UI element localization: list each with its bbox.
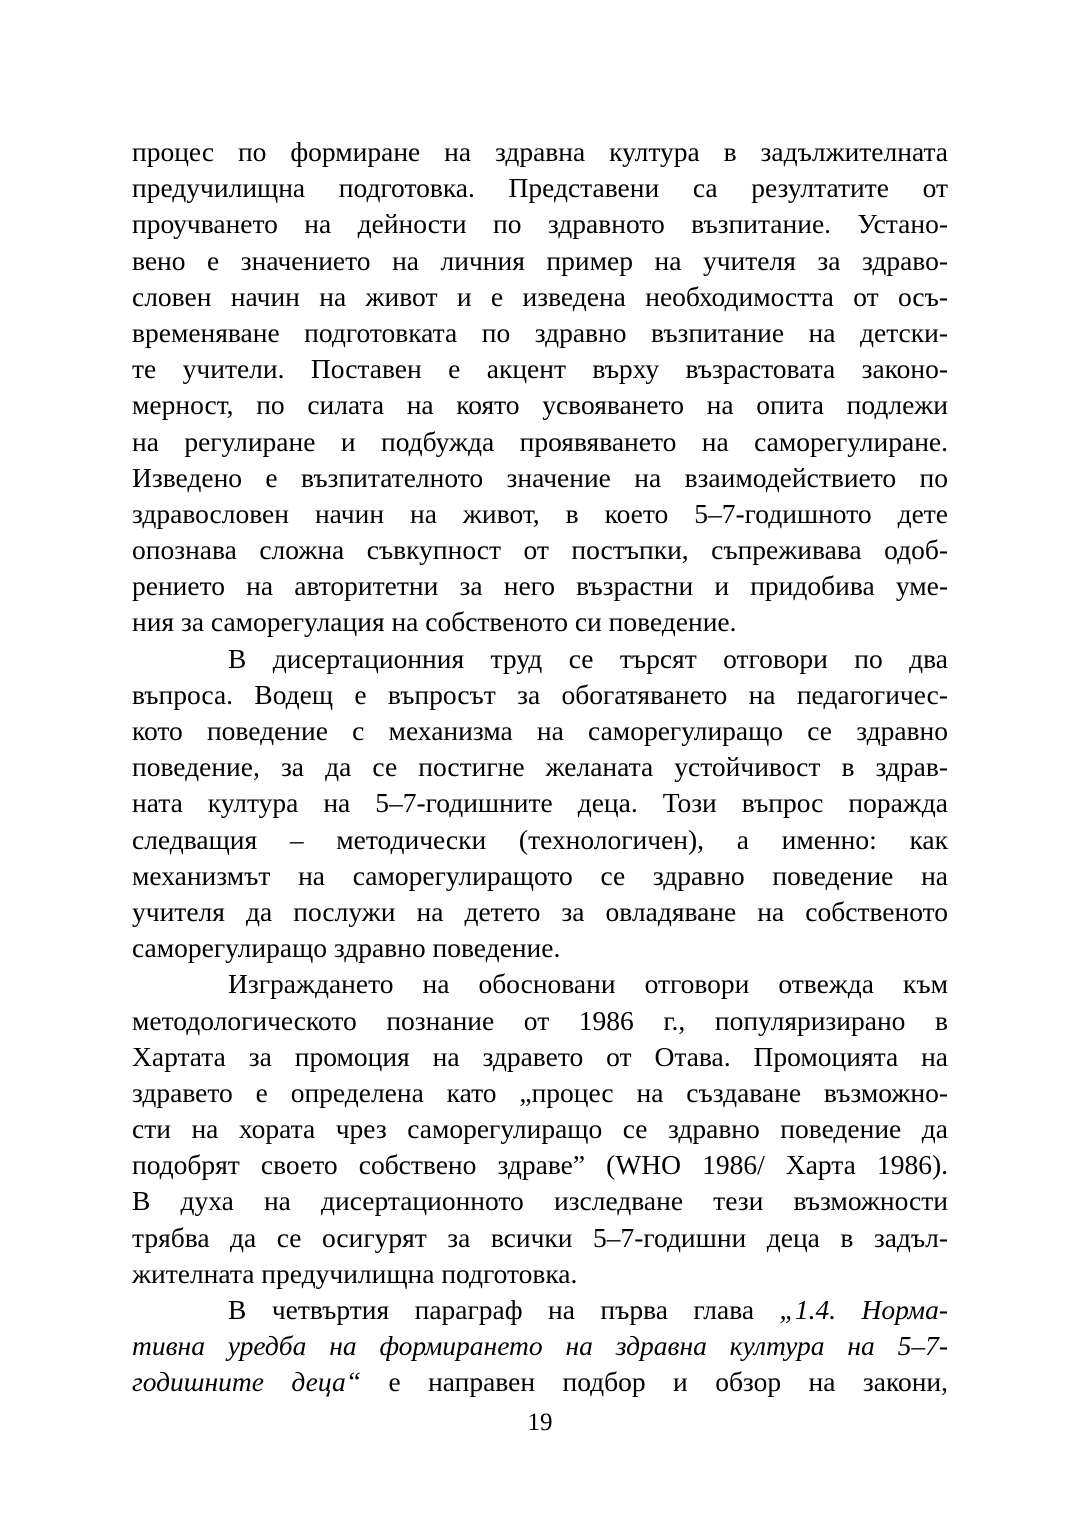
page-number: 19 xyxy=(527,1409,553,1436)
text-line: сти на хората чрез саморегулиращо се здравно поведение да xyxy=(132,1113,948,1145)
text-line: жителната предучилищна подготовка. xyxy=(132,1257,578,1289)
text-line: вено е значението на личния пример на учителя за здраво- xyxy=(132,244,948,276)
text-line: методологическото познание от 1986 г., популяризирано в xyxy=(132,1004,948,1036)
italic-title-line: тивна уредба на формирането на здравна култура на 5–7- xyxy=(132,1330,948,1362)
text-line: кото поведение с механизма на саморегулиращо се здравно xyxy=(132,715,948,746)
italic-title-run: „1.4. Норма- xyxy=(779,1294,948,1325)
text-line: опознава сложна съвкупност от постъпки, съпреживава одоб- xyxy=(132,534,948,566)
text-run: В четвъртия параграф на първа глава xyxy=(228,1294,780,1325)
paragraph-first-line: Изграждането на обосновани отговори отвежда към xyxy=(228,968,948,1000)
text-line: словен начин на живот и е изведена необходимостта от осъ- xyxy=(132,280,948,312)
text-line: учителя да послужи на детето за овладяване на собственото xyxy=(132,895,948,927)
text-line: поведение, за да се постигне желаната устойчивост в здрав- xyxy=(132,751,948,783)
text-line: ния за саморегулация на собственото си поведение. xyxy=(132,606,737,638)
text-line: процес по формиране на здравна култура в задължителната xyxy=(132,136,948,167)
paragraph-first-line: В дисертационния труд се търсят отговори по два xyxy=(228,642,948,674)
text-line: подобрят своето собствено здраве” (WHO 1986/ Харта 1986). xyxy=(132,1149,948,1181)
text-line: здравословен начин на живот, в което 5–7-годишното дете xyxy=(132,497,948,529)
text-line: трябва да се осигурят за всички 5–7-годишни деца в задъл- xyxy=(132,1221,948,1253)
text-line: Изведено е възпитателното значение на взаимодействието по xyxy=(132,461,948,493)
text-line: рението на авторитетни за него възрастни и придобива уме- xyxy=(132,570,948,602)
text-run: е направен подбор и обзор на закони, xyxy=(361,1366,948,1398)
text-line: те учители. Поставен е акцент върху възрастовата законо- xyxy=(132,353,948,385)
text-line xyxy=(132,1364,948,1400)
text-line: временяване подготовката по здравно възпитание на детски- xyxy=(132,316,948,348)
paragraph-first-line xyxy=(132,1292,948,1328)
text-line: механизмът на саморегулиращото се здравно поведение на xyxy=(132,859,948,891)
body-text xyxy=(132,134,948,1401)
text-line: здравето е определена като „процес на създаване възможно- xyxy=(132,1076,948,1108)
text-line: В духа на дисертационното изследване тези възможности xyxy=(132,1185,948,1217)
text-line: следващия – методически (технологичен), а именно: как xyxy=(132,823,948,855)
text-line: Хартата за промоция на здравето от Отава. Промоцията на xyxy=(132,1040,948,1072)
text-line: въпроса. Водещ е въпросът за обогатяването на педагогичес- xyxy=(132,678,948,710)
text-line: ната култура на 5–7-годишните деца. Този въпрос поражда xyxy=(132,787,948,819)
italic-title-run: годишните деца“ xyxy=(132,1366,362,1398)
text-line: саморегулиращо здравно поведение. xyxy=(132,932,561,964)
text-line: мерност, по силата на която усвояването на опита подлежи xyxy=(132,389,948,421)
text-line: предучилищна подготовка. Представени са резултатите от xyxy=(132,172,948,204)
text-line: на регулиране и подбужда проявяването на саморегулиране. xyxy=(132,425,948,457)
text-line: проучването на дейности по здравното възпитание. Устано- xyxy=(132,208,948,240)
